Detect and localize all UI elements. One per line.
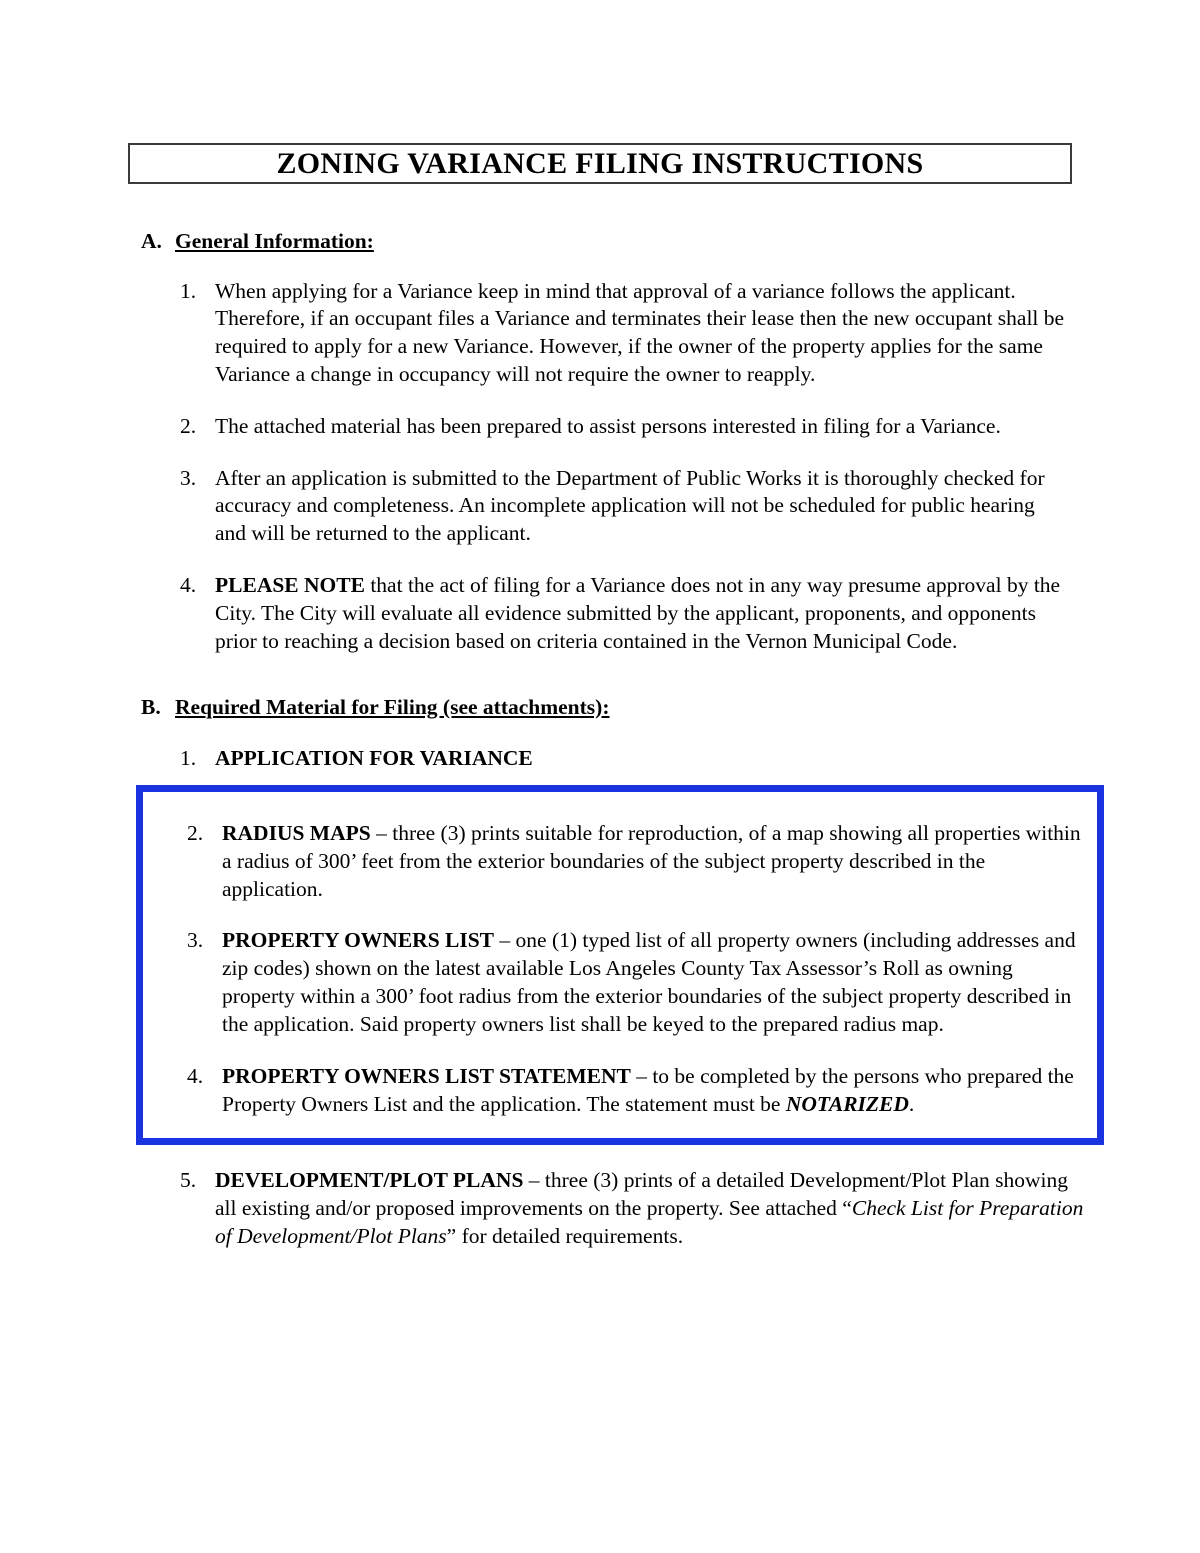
list-item-number: 5. [180, 1168, 197, 1193]
list-item-emphasis: Check List for Preparation of Development/Plot Plans [215, 1196, 1084, 1249]
list-item-lead: PROPERTY OWNERS LIST [222, 928, 495, 953]
section-a-heading [0, 228, 1200, 256]
list-item-lead: RADIUS MAPS [222, 820, 371, 845]
section-a-title: General Information: [175, 229, 374, 253]
list-item-tail: ” for detailed requirements. [446, 1224, 684, 1249]
list-item-text: that the act of filing for a Variance does not in any way presume approval by the City. The City will evaluate all evidence submitted by the applicant, proponents, and opponents prior to reaching a decision based on criteria contained in the Vernon Municipal Code. [215, 573, 1061, 653]
list-item-number: 4. [187, 1063, 204, 1088]
list-item [0, 465, 1200, 548]
list-item-emphasis: NOTARIZED [785, 1091, 909, 1116]
list-item-lead: PLEASE NOTE [215, 573, 365, 598]
list-item [0, 572, 1200, 655]
list-item-text: After an application is submitted to the Department of Public Works it is thoroughly checked for accuracy and completeness. An incomplete application will not be scheduled for public hearing and will be returned to the applicant. [215, 465, 1045, 546]
list-item [0, 1167, 1200, 1250]
section-b-title: Required Material for Filing (see attachments): [175, 694, 610, 719]
list-item-number: 1. [180, 746, 197, 771]
list-item-text: – one (1) typed list of all property owners (including addresses and zip codes) shown on the latest available Los Angeles County Tax Assessor’s Roll as owning property within a 300’ foot radius from the exterior boundaries of the subject property described in the application. Said property owners list shall be keyed to the prepared radius map. [222, 928, 1076, 1036]
section-b-heading [0, 694, 1200, 722]
list-item-text: When applying for a Variance keep in mind that approval of a variance follows the applicant. Therefore, if an occupant files a Variance and terminates their lease then the new occupant shall be required to apply for a new Variance. However, if the owner of the property applies for the same Variance a change in occupancy will not require the owner to reapply. [215, 278, 1065, 386]
list-item-number: 2. [180, 413, 197, 438]
list-item-tail: . [908, 1091, 915, 1116]
list-item-number: 3. [187, 928, 204, 953]
list-item-number: 1. [180, 278, 197, 303]
list-item-lead: APPLICATION FOR VARIANCE [215, 746, 533, 771]
section-a-list [0, 278, 1200, 656]
list-item [0, 278, 1200, 389]
list-item-number: 4. [180, 573, 197, 598]
list-item-lead: DEVELOPMENT/PLOT PLANS [215, 1168, 524, 1193]
list-item-text: – to be completed by the persons who prepared the Property Owners List and the application. The statement must be [222, 1063, 1074, 1116]
list-item [143, 927, 1097, 1038]
document-body [0, 228, 1200, 1251]
list-item [143, 820, 1097, 903]
page-title: ZONING VARIANCE FILING INSTRUCTIONS [276, 146, 924, 180]
section-required-material [0, 694, 1200, 1251]
section-b-letter: B. [141, 694, 161, 719]
list-item [143, 1063, 1097, 1119]
list-item [0, 413, 1200, 441]
section-general-information [0, 228, 1200, 656]
list-item [0, 745, 1200, 773]
section-a-letter: A. [141, 229, 162, 253]
list-item-lead: PROPERTY OWNERS LIST STATEMENT [222, 1063, 631, 1088]
list-item-text: – three (3) prints of a detailed Development/Plot Plan showing all existing and/or proposed improvements on the property. See attached “ [215, 1168, 1068, 1221]
list-item-number: 3. [180, 465, 197, 490]
list-item-number: 2. [187, 820, 204, 845]
list-item-text: – three (3) prints suitable for reproduction, of a map showing all properties within a radius of 300’ feet from the exterior boundaries of the subject property described in the application. [222, 820, 1081, 901]
list-item-text: The attached material has been prepared to assist persons interested in filing for a Variance. [215, 413, 1001, 438]
document-title-box [128, 143, 1072, 184]
highlight-box [136, 785, 1104, 1145]
